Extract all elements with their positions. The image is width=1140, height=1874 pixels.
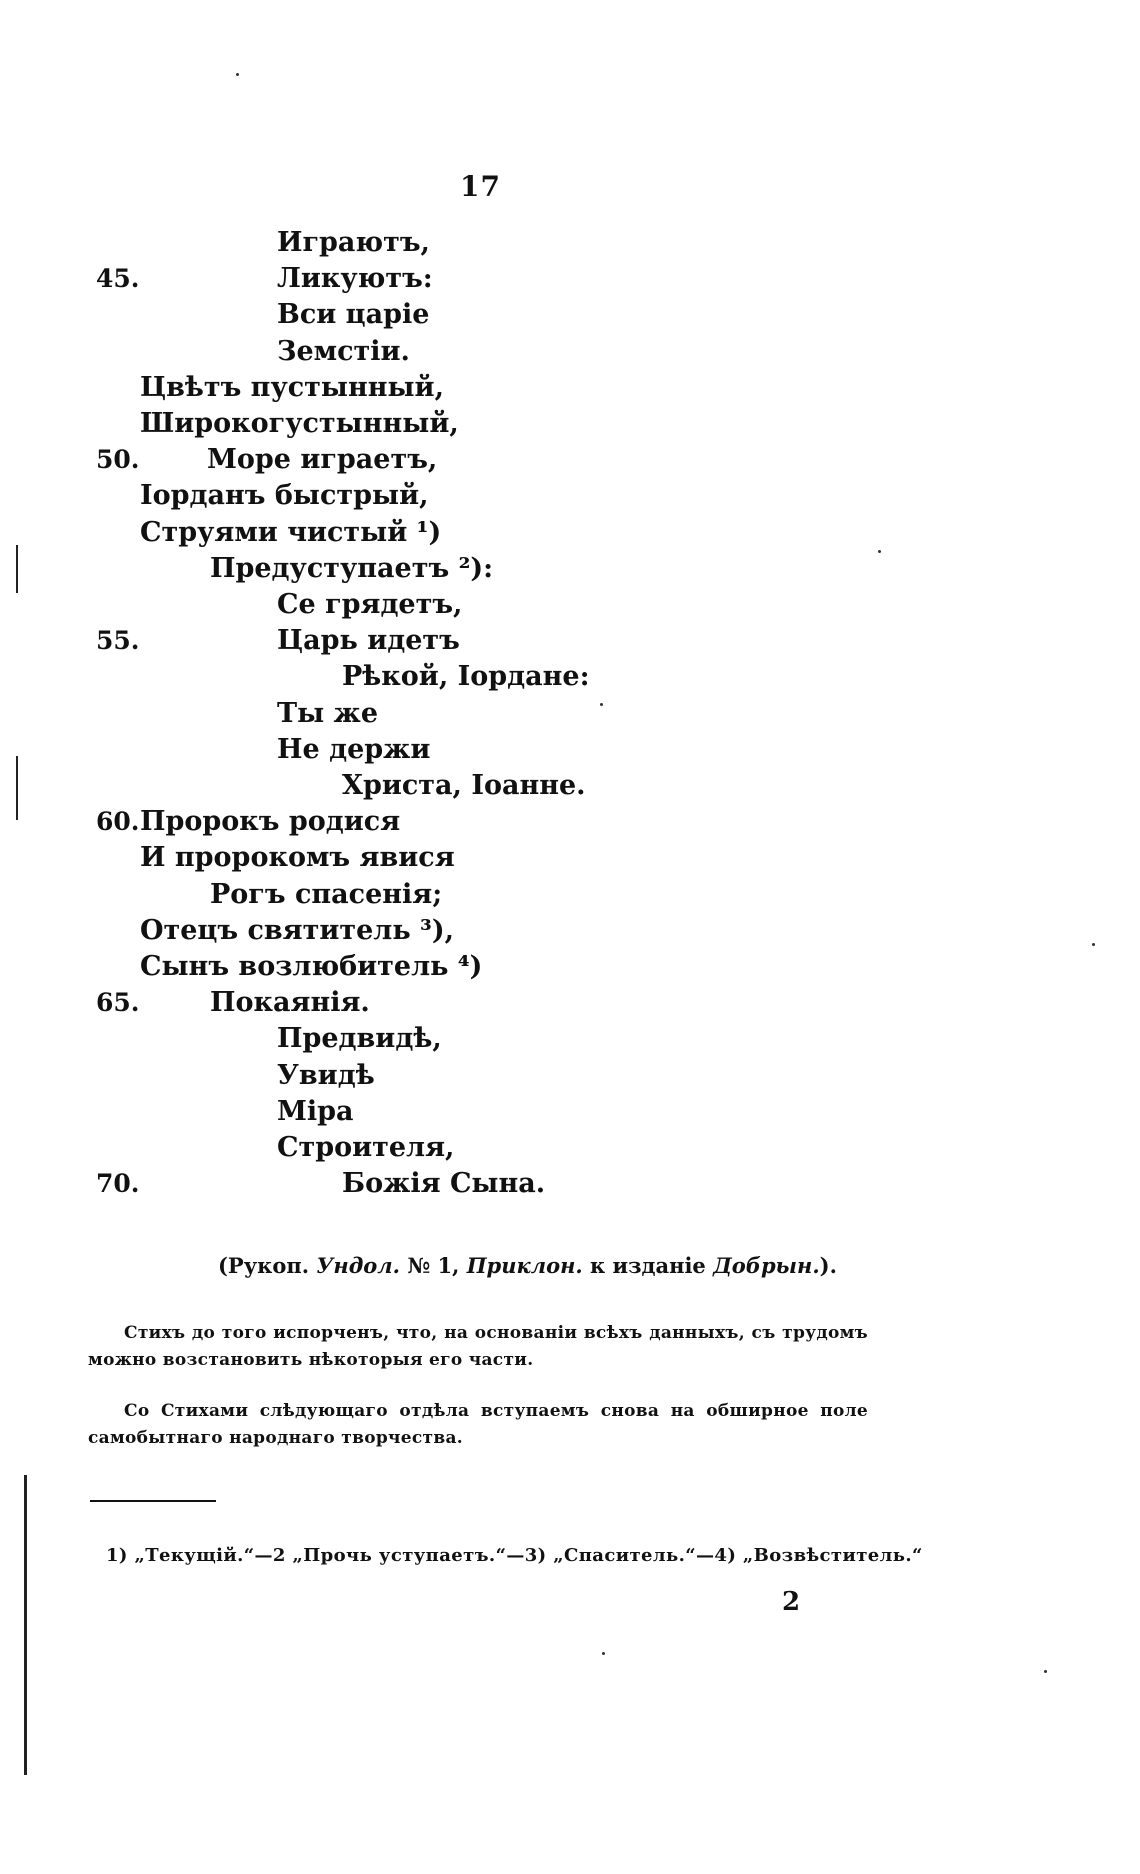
scan-speck bbox=[602, 1652, 605, 1655]
verse-line: Ликуютъ: bbox=[277, 263, 433, 295]
verse-line: Струями чистый ¹) bbox=[140, 516, 442, 548]
verse-line: Играютъ, bbox=[277, 227, 430, 258]
verse-line: Цвѣтъ пустынный, bbox=[140, 371, 444, 403]
verse-line: Се грядетъ, bbox=[277, 589, 463, 620]
verse-line: Міра bbox=[277, 1095, 354, 1127]
verse-line: Увидѣ bbox=[277, 1059, 375, 1091]
scan-speck bbox=[1092, 943, 1095, 946]
verse-line: Предуступаетъ ²): bbox=[210, 552, 494, 584]
commentary-text-2: Со Стихами слѣдующаго отдѣла вступаемъ снова на обширное поле самобытнаго народнаго творчества. bbox=[88, 1401, 868, 1448]
verse-line: Божія Сына. bbox=[342, 1168, 546, 1200]
verse-line-number: 55. bbox=[96, 626, 140, 656]
verse-line: Покаянія. bbox=[210, 987, 370, 1019]
source-open: (Рукоп. bbox=[218, 1253, 310, 1278]
verse-line: Море играетъ, bbox=[207, 444, 438, 476]
page-number: 17 bbox=[460, 170, 501, 203]
scan-speck bbox=[600, 703, 603, 706]
source-close: ). bbox=[819, 1253, 837, 1278]
verse-line: Земстіи. bbox=[277, 335, 410, 367]
scan-edge-mark bbox=[24, 1475, 27, 1775]
footnotes: 1) „Текущій.“—2 „Прочь уступаетъ.“—3) „Спаситель.“—4) „Возвѣститель.“ bbox=[106, 1545, 923, 1566]
footnote-rule bbox=[90, 1500, 216, 1502]
source-editor: Добрын. bbox=[713, 1253, 820, 1278]
verse-line: И пророкомъ явися bbox=[140, 842, 455, 874]
verse-line: Строителя, bbox=[277, 1132, 455, 1163]
verse-line: Рѣкой, Іордане: bbox=[342, 661, 590, 693]
verse-line: Христа, Іоанне. bbox=[342, 770, 586, 801]
verse-line: Царь идетъ bbox=[277, 625, 460, 657]
source-appendix: Приклон. bbox=[466, 1253, 583, 1278]
verse-line: Сынъ возлюбитель ⁴) bbox=[140, 951, 483, 982]
verse-line-number: 60. bbox=[96, 807, 140, 837]
verse-line: Отецъ святитель ³), bbox=[140, 914, 455, 946]
scan-edge-mark bbox=[16, 756, 18, 820]
source-number: № 1, bbox=[407, 1253, 460, 1278]
commentary-text-1: Стихъ до того испорченъ, что, на основаніи всѣхъ данныхъ, съ трудомъ можно возстановить нѣкоторыя его части. bbox=[88, 1323, 868, 1370]
verse-line: Іорданъ быстрый, bbox=[140, 480, 429, 512]
verse-line: Не держи bbox=[277, 733, 431, 765]
signature-mark: 2 bbox=[782, 1587, 801, 1617]
verse-line: Широкогустынный, bbox=[140, 408, 459, 439]
verse-line-number: 65. bbox=[96, 988, 140, 1018]
commentary-paragraph-1 bbox=[88, 1320, 868, 1374]
verse-line-number: 50. bbox=[96, 445, 140, 475]
verse-line: Рогъ спасенія; bbox=[210, 878, 443, 910]
scan-speck bbox=[1044, 1670, 1047, 1673]
scan-speck bbox=[236, 73, 239, 76]
commentary-paragraph-2 bbox=[88, 1398, 868, 1452]
source-mid: к изданіе bbox=[590, 1253, 706, 1278]
verse-line: Предвидѣ, bbox=[277, 1023, 442, 1055]
source-note bbox=[218, 1253, 837, 1278]
verse-line: Ты же bbox=[277, 697, 378, 729]
scan-edge-mark bbox=[16, 545, 18, 593]
verse-line-number: 45. bbox=[96, 264, 140, 294]
scan-speck bbox=[878, 550, 881, 553]
source-collection: Ундол. bbox=[316, 1253, 400, 1278]
verse-line-number: 70. bbox=[96, 1169, 140, 1199]
verse-line: Пророкъ родися bbox=[140, 806, 401, 838]
verse-line: Вси царіе bbox=[277, 299, 430, 331]
